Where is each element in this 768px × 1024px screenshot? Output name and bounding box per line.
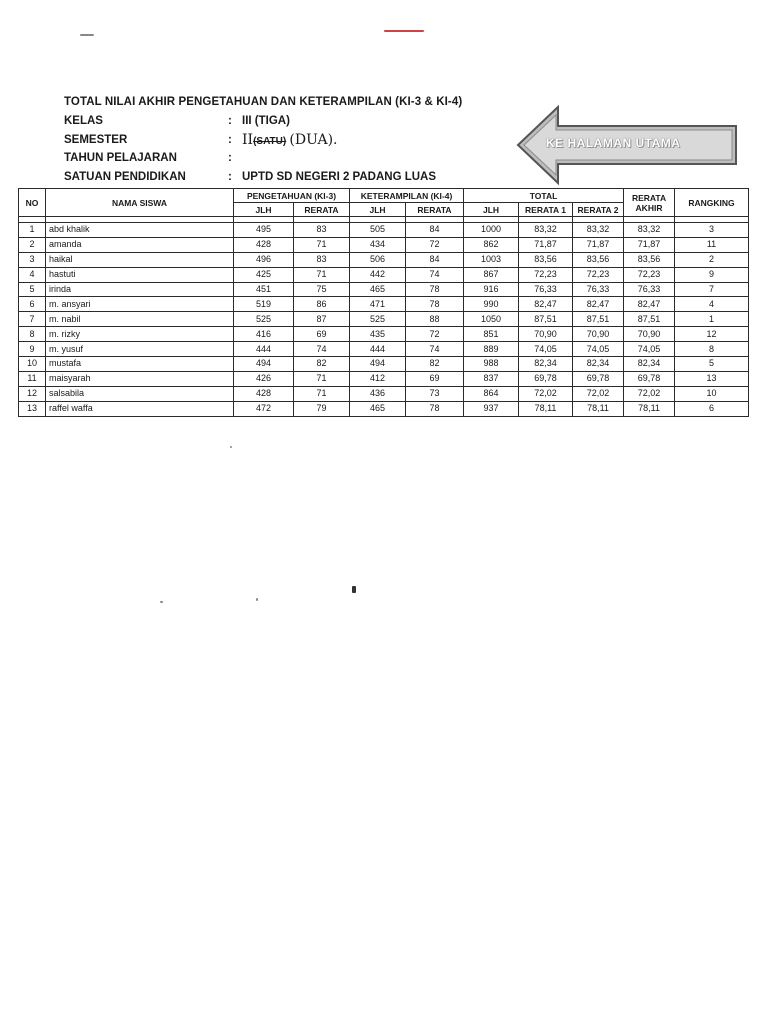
col-header-t-jlh: JLH (464, 203, 519, 217)
tahun-colon: : (228, 152, 232, 165)
cell-total-rerata2: 83,32 (573, 223, 624, 238)
cell-keterampilan-rerata: 74 (406, 342, 464, 357)
col-header-t-rerata1: RERATA 1 (519, 203, 573, 217)
cell-keterampilan-rerata: 88 (406, 312, 464, 327)
cell-total-rerata1: 83,56 (519, 252, 573, 267)
col-header-p-rerata: RERATA (294, 203, 350, 217)
cell-no: 3 (19, 252, 46, 267)
cell-total-rerata1: 70,90 (519, 327, 573, 342)
cell-keterampilan-rerata: 78 (406, 297, 464, 312)
cell-rangking: 13 (675, 371, 749, 386)
kelas-value: III (TIGA) (242, 115, 290, 128)
cell-total-rerata2: 78,11 (573, 401, 624, 416)
cell-keterampilan-jlh: 444 (350, 342, 406, 357)
cell-keterampilan-jlh: 442 (350, 267, 406, 282)
table-row (19, 327, 749, 342)
cell-total-jlh: 1000 (464, 223, 519, 238)
cell-keterampilan-jlh: 412 (350, 371, 406, 386)
cell-pengetahuan-rerata: 71 (294, 386, 350, 401)
cell-nama: m. nabil (46, 312, 234, 327)
cell-total-rerata1: 82,47 (519, 297, 573, 312)
cell-rangking: 5 (675, 357, 749, 372)
cell-keterampilan-jlh: 505 (350, 223, 406, 238)
cell-total-rerata2: 69,78 (573, 371, 624, 386)
scan-speck (352, 586, 356, 593)
cell-rangking: 8 (675, 342, 749, 357)
cell-keterampilan-rerata: 74 (406, 267, 464, 282)
cell-nama: mustafa (46, 357, 234, 372)
cell-total-jlh: 937 (464, 401, 519, 416)
cell-rerata-akhir: 82,47 (624, 297, 675, 312)
col-header-rangking: RANGKING (675, 189, 749, 217)
scan-speck (230, 446, 232, 448)
cell-total-rerata1: 82,34 (519, 357, 573, 372)
cell-total-rerata1: 87,51 (519, 312, 573, 327)
report-header (64, 96, 524, 186)
col-header-t-rerata2: RERATA 2 (573, 203, 624, 217)
cell-pengetahuan-jlh: 495 (234, 223, 294, 238)
cell-rerata-akhir: 71,87 (624, 237, 675, 252)
col-header-rerata-akhir (624, 189, 675, 217)
cell-rerata-akhir: 74,05 (624, 342, 675, 357)
cell-no: 8 (19, 327, 46, 342)
cell-pengetahuan-rerata: 83 (294, 252, 350, 267)
cell-total-jlh: 889 (464, 342, 519, 357)
cell-pengetahuan-rerata: 86 (294, 297, 350, 312)
cell-rerata-akhir: 69,78 (624, 371, 675, 386)
cell-pengetahuan-rerata: 75 (294, 282, 350, 297)
kelas-colon: : (228, 115, 232, 128)
cell-total-rerata1: 72,02 (519, 386, 573, 401)
cell-pengetahuan-rerata: 69 (294, 327, 350, 342)
cell-keterampilan-jlh: 435 (350, 327, 406, 342)
cell-total-rerata2: 72,02 (573, 386, 624, 401)
report-title: TOTAL NILAI AKHIR PENGETAHUAN DAN KETERAMPILAN (KI-3 & KI-4) (64, 96, 463, 108)
col-header-p-jlh: JLH (234, 203, 294, 217)
grades-table (18, 188, 749, 417)
cell-no: 12 (19, 386, 46, 401)
cell-keterampilan-jlh: 525 (350, 312, 406, 327)
cell-total-jlh: 988 (464, 357, 519, 372)
cell-total-rerata1: 78,11 (519, 401, 573, 416)
semester-row (64, 131, 524, 150)
col-header-k-jlh: JLH (350, 203, 406, 217)
scan-speck (160, 601, 163, 603)
semester-handwritten: (DUA). (289, 131, 338, 148)
cell-no: 7 (19, 312, 46, 327)
cell-total-rerata2: 74,05 (573, 342, 624, 357)
cell-rangking: 2 (675, 252, 749, 267)
cell-pengetahuan-jlh: 525 (234, 312, 294, 327)
cell-pengetahuan-rerata: 71 (294, 237, 350, 252)
table-header-row-1 (19, 189, 749, 203)
cell-keterampilan-rerata: 78 (406, 401, 464, 416)
cell-rerata-akhir: 83,32 (624, 223, 675, 238)
cell-total-rerata2: 71,87 (573, 237, 624, 252)
cell-total-rerata2: 83,56 (573, 252, 624, 267)
cell-rerata-akhir: 72,23 (624, 267, 675, 282)
cell-total-jlh: 916 (464, 282, 519, 297)
cell-pengetahuan-rerata: 71 (294, 371, 350, 386)
cell-total-rerata1: 74,05 (519, 342, 573, 357)
grades-body (19, 217, 749, 417)
cell-nama: haikal (46, 252, 234, 267)
cell-rangking: 9 (675, 267, 749, 282)
cell-rerata-akhir: 70,90 (624, 327, 675, 342)
cell-total-rerata2: 76,33 (573, 282, 624, 297)
semester-prefix: II (242, 131, 254, 148)
cell-keterampilan-rerata: 84 (406, 223, 464, 238)
scan-speck (80, 34, 94, 36)
back-to-home-button[interactable] (514, 104, 740, 186)
cell-pengetahuan-jlh: 425 (234, 267, 294, 282)
tahun-row (64, 149, 524, 168)
cell-keterampilan-rerata: 72 (406, 237, 464, 252)
cell-nama: m. rizky (46, 327, 234, 342)
cell-rangking: 7 (675, 282, 749, 297)
cell-keterampilan-jlh: 494 (350, 357, 406, 372)
cell-nama: amanda (46, 237, 234, 252)
cell-pengetahuan-rerata: 74 (294, 342, 350, 357)
cell-pengetahuan-jlh: 428 (234, 237, 294, 252)
table-row (19, 237, 749, 252)
col-header-k-rerata: RERATA (406, 203, 464, 217)
cell-nama: hastuti (46, 267, 234, 282)
cell-pengetahuan-jlh: 472 (234, 401, 294, 416)
table-row (19, 312, 749, 327)
col-header-no: NO (19, 189, 46, 217)
table-row (19, 401, 749, 416)
cell-rangking: 10 (675, 386, 749, 401)
semester-label: SEMESTER (64, 133, 128, 146)
cell-nama: raffel waffa (46, 401, 234, 416)
cell-keterampilan-rerata: 82 (406, 357, 464, 372)
cell-nama: salsabila (46, 386, 234, 401)
cell-pengetahuan-jlh: 451 (234, 282, 294, 297)
cell-total-rerata1: 71,87 (519, 237, 573, 252)
table-row (19, 357, 749, 372)
cell-total-jlh: 864 (464, 386, 519, 401)
kelas-row (64, 112, 524, 131)
satuan-label: SATUAN PENDIDIKAN (64, 170, 186, 183)
semester-colon: : (228, 133, 232, 146)
satuan-value: UPTD SD NEGERI 2 PADANG LUAS (242, 170, 437, 183)
cell-pengetahuan-jlh: 519 (234, 297, 294, 312)
kelas-label: KELAS (64, 115, 103, 128)
cell-no: 6 (19, 297, 46, 312)
cell-nama: irinda (46, 282, 234, 297)
semester-struck-text: (SATU) (253, 135, 287, 147)
cell-pengetahuan-rerata: 83 (294, 223, 350, 238)
cell-rangking: 1 (675, 312, 749, 327)
rerata-akhir-line-2: AKHIR (635, 202, 663, 213)
back-button-label: KE HALAMAN UTAMA (546, 136, 681, 150)
cell-rerata-akhir: 76,33 (624, 282, 675, 297)
cell-rangking: 3 (675, 223, 749, 238)
cell-keterampilan-jlh: 506 (350, 252, 406, 267)
cell-pengetahuan-rerata: 71 (294, 267, 350, 282)
cell-no: 9 (19, 342, 46, 357)
cell-total-rerata1: 76,33 (519, 282, 573, 297)
cell-total-jlh: 837 (464, 371, 519, 386)
cell-no: 10 (19, 357, 46, 372)
cell-keterampilan-rerata: 73 (406, 386, 464, 401)
semester-value (242, 132, 524, 148)
cell-keterampilan-jlh: 436 (350, 386, 406, 401)
cell-total-jlh: 1003 (464, 252, 519, 267)
cell-no: 4 (19, 267, 46, 282)
cell-total-rerata1: 72,23 (519, 267, 573, 282)
cell-rangking: 4 (675, 297, 749, 312)
table-row (19, 297, 749, 312)
cell-pengetahuan-rerata: 79 (294, 401, 350, 416)
cell-keterampilan-rerata: 78 (406, 282, 464, 297)
table-row (19, 252, 749, 267)
scan-speck (384, 30, 424, 32)
satuan-colon: : (228, 170, 232, 183)
cell-nama: m. ansyari (46, 297, 234, 312)
cell-keterampilan-rerata: 84 (406, 252, 464, 267)
cell-total-jlh: 990 (464, 297, 519, 312)
col-header-keterampilan: KETERAMPILAN (KI-4) (350, 189, 464, 203)
cell-total-jlh: 1050 (464, 312, 519, 327)
cell-nama: m. yusuf (46, 342, 234, 357)
cell-total-rerata2: 70,90 (573, 327, 624, 342)
cell-total-rerata2: 82,34 (573, 357, 624, 372)
cell-pengetahuan-jlh: 428 (234, 386, 294, 401)
table-row (19, 282, 749, 297)
cell-total-rerata2: 72,23 (573, 267, 624, 282)
cell-rerata-akhir: 82,34 (624, 357, 675, 372)
cell-rerata-akhir: 72,02 (624, 386, 675, 401)
cell-total-jlh: 867 (464, 267, 519, 282)
cell-no: 2 (19, 237, 46, 252)
cell-rerata-akhir: 87,51 (624, 312, 675, 327)
cell-keterampilan-jlh: 465 (350, 401, 406, 416)
cell-nama: maisyarah (46, 371, 234, 386)
table-row (19, 342, 749, 357)
table-row (19, 267, 749, 282)
cell-total-jlh: 862 (464, 237, 519, 252)
cell-rangking: 6 (675, 401, 749, 416)
cell-pengetahuan-jlh: 444 (234, 342, 294, 357)
rerata-akhir-line-1: RERATA (631, 192, 667, 203)
satuan-row (64, 168, 524, 187)
cell-no: 5 (19, 282, 46, 297)
cell-no: 1 (19, 223, 46, 238)
cell-rangking: 11 (675, 237, 749, 252)
cell-no: 13 (19, 401, 46, 416)
col-header-total: TOTAL (464, 189, 624, 203)
col-header-nama: NAMA SISWA (46, 189, 234, 217)
cell-rangking: 12 (675, 327, 749, 342)
cell-keterampilan-jlh: 471 (350, 297, 406, 312)
cell-pengetahuan-jlh: 496 (234, 252, 294, 267)
cell-keterampilan-rerata: 69 (406, 371, 464, 386)
scan-speck (256, 598, 258, 601)
cell-total-jlh: 851 (464, 327, 519, 342)
cell-no: 11 (19, 371, 46, 386)
col-header-pengetahuan: PENGETAHUAN (KI-3) (234, 189, 350, 203)
cell-keterampilan-rerata: 72 (406, 327, 464, 342)
cell-total-rerata2: 82,47 (573, 297, 624, 312)
cell-pengetahuan-rerata: 82 (294, 357, 350, 372)
cell-keterampilan-jlh: 465 (350, 282, 406, 297)
cell-total-rerata2: 87,51 (573, 312, 624, 327)
cell-total-rerata1: 69,78 (519, 371, 573, 386)
cell-pengetahuan-jlh: 416 (234, 327, 294, 342)
cell-rerata-akhir: 83,56 (624, 252, 675, 267)
table-row (19, 371, 749, 386)
cell-keterampilan-jlh: 434 (350, 237, 406, 252)
cell-pengetahuan-rerata: 87 (294, 312, 350, 327)
tahun-label: TAHUN PELAJARAN (64, 152, 177, 165)
cell-nama: abd khalik (46, 223, 234, 238)
cell-total-rerata1: 83,32 (519, 223, 573, 238)
table-row (19, 223, 749, 238)
cell-rerata-akhir: 78,11 (624, 401, 675, 416)
cell-pengetahuan-jlh: 426 (234, 371, 294, 386)
table-row (19, 386, 749, 401)
cell-pengetahuan-jlh: 494 (234, 357, 294, 372)
